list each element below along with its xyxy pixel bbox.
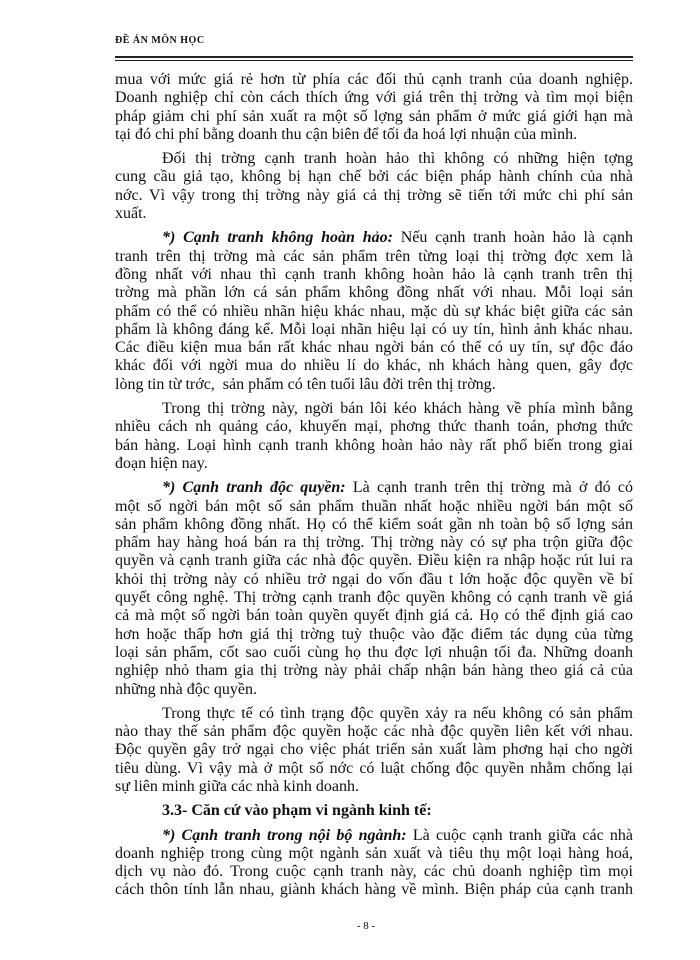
line-text: trờng mà phần lớn cá sản phẩm không đồng nhất với nhau. Mỗi loại sản [115, 284, 633, 302]
text-line [115, 229, 633, 247]
text-line [115, 266, 633, 284]
line-text: Trong thực tế có tình trạng độc quyền xảy ra nếu không có sản phẩm [162, 704, 633, 722]
text-line [115, 357, 633, 375]
text-line [115, 150, 633, 168]
text-line [115, 126, 633, 144]
paragraph [115, 705, 633, 796]
line-text: Độc quyền gây trở ngại cho việc phát triển sản xuất làm phơng hại cho ngời [115, 741, 633, 759]
running-header: ĐỀ ÁN MÔN HỌC [115, 35, 205, 46]
line-text: bán hàng. Loại hình cạnh tranh không hoàn hảo này rất phổ biến trong giai [115, 436, 633, 454]
paragraph [115, 400, 633, 473]
line-text: phẩm có thể có nhiều nhãn hiệu khác nhau, mặc dù sự khác biệt giữa các sản [115, 302, 633, 320]
line-text: Là cuộc cạnh tranh giữa các nhà [406, 826, 634, 844]
line-text: nớc. Vì vậy trong thị trờng này giá cả thị trờng sẽ tiến tới mức chi phí sản [115, 186, 633, 204]
text-line [115, 741, 633, 759]
text-line [115, 845, 633, 863]
line-text: Doanh nghiệp chỉ còn cách thích ứng với giá trên thị trờng và tìm mọi biện [115, 89, 633, 107]
line-text: hơn hoặc thấp hơn giá thị trờng tuỳ thuộc vào đặc điểm tác dụng của từng [115, 625, 633, 643]
line-text: tiêu dùng. Vì vậy mà ở một số nớc có luật chống độc quyền nhằm chống lại [115, 759, 633, 777]
line-text: nào thay thế sản phẩm độc quyền hoặc các nhà độc quyền liên kết với nhau. [115, 723, 633, 741]
line-text: đoạn hiện nay. [115, 454, 208, 472]
text-line [115, 168, 633, 186]
text-line [115, 89, 633, 107]
text-line [115, 376, 633, 394]
paragraph [115, 229, 633, 394]
text-line [115, 571, 633, 589]
line-text: Trong thị trờng này, ngời bán lôi kéo khách hàng về phía mình bằng [162, 400, 633, 418]
text-line [115, 662, 633, 680]
line-text: Đối thị trờng cạnh tranh hoàn hảo thì không có những hiện tợng [162, 150, 633, 168]
paragraph-lead-term: *) Cạnh tranh không hoàn hảo: [162, 229, 393, 247]
line-text: nhiều cách nh quảng cáo, khuyến mại, phơng thức thanh toán, phơng thức [115, 418, 633, 436]
line-text: khỏi thị trờng này có nhiều trở ngại do vốn đầu t lớn hoặc độc quyền về bí [115, 570, 633, 588]
text-line [115, 248, 633, 266]
text-line [115, 205, 633, 223]
line-text: sự liên minh giữa các nhà kinh doanh. [115, 777, 359, 795]
text-line [115, 760, 633, 778]
line-text: quyền và cạnh tranh giữa các nhà độc quyền. Điều kiện ra nhập hoặc rút lui ra [115, 552, 633, 570]
line-text: sản phẩm không đồng nhất. Họ có thể kiểm soát gần nh toàn bộ số lợng sản [115, 515, 633, 533]
paragraph-lead-term: *) Cạnh tranh trong nội bộ ngành: [162, 826, 407, 844]
line-text: pháp giảm chi phí sản xuất ra một số lợng sản phẩm ở mức giá giới hạn mà [115, 107, 633, 125]
line-text: Các điều kiện mua bán rất khác nhau ngời bán có thể có uy tín, sự độc đáo [115, 339, 633, 357]
line-text: cả mà một số ngời bán toàn quyền quyết định giá cả. Họ có thể định giá cao [115, 607, 633, 625]
line-text: loại sản phẩm, cốt sao cuối cùng họ thu đợc lợi nhuận tối đa. Những doanh [115, 643, 633, 661]
line-text: tranh trên thị trờng mà các sản phẩm trên từng loại thị trờng đợc xem là [115, 247, 633, 265]
text-line [115, 644, 633, 662]
text-line [115, 71, 633, 89]
paragraph-lead-term: *) Cạnh tranh độc quyền: [162, 479, 346, 497]
line-text: dịch vụ nào đó. Trong cuộc cạnh tranh này, các chủ doanh nghiệp tìm mọi [115, 863, 633, 881]
line-text: đồng nhất với nhau thì cạnh tranh không hoàn hảo là cạnh tranh trên thị [115, 265, 633, 283]
line-text: khác đối với ngời mua do nhiều lí do khác, nh khách hàng quen, gây đợc [115, 357, 633, 375]
line-text: lòng tin từ trớc, sản phẩm có tên tuổi lâu đời trên thị trờng. [115, 375, 496, 393]
text-line [115, 827, 633, 845]
text-line [115, 881, 633, 899]
text-line [115, 108, 633, 126]
text-line [115, 626, 633, 644]
text-line [115, 589, 633, 607]
section-heading [115, 802, 633, 820]
text-line [115, 437, 633, 455]
paragraph [115, 827, 633, 900]
paragraph [115, 71, 633, 144]
text-line [115, 802, 633, 820]
line-text: phẩm hay hàng hoá bán ra thị trờng. Thị trờng này có sự pha trộn giữa độc [115, 534, 633, 552]
line-text: Nếu cạnh tranh hoàn hảo là cạnh [392, 229, 634, 247]
text-line [115, 534, 633, 552]
text-line [115, 303, 633, 321]
line-text: quyết công nghệ. Thị trờng cạnh tranh độc quyền không có cạnh tranh về giá [115, 589, 633, 607]
text-line [115, 723, 633, 741]
text-line [115, 479, 633, 497]
line-text: phẩm là không đáng kể. Mỗi loại nhãn hiệu lại có uy tín, hình ảnh khác nhau. [115, 320, 633, 338]
text-line [115, 607, 633, 625]
line-text: những nhà độc quyền. [115, 680, 257, 698]
text-line [115, 778, 633, 796]
text-line [115, 187, 633, 205]
text-line [115, 681, 633, 699]
line-text: xuất. [115, 205, 147, 223]
paragraph [115, 150, 633, 223]
document-body [115, 71, 633, 906]
text-line [115, 516, 633, 534]
line-text: Là cạnh tranh trên thị trờng mà ở đó có [345, 479, 633, 497]
text-line [115, 863, 633, 881]
text-line [115, 321, 633, 339]
line-text: cách thôn tính lẫn nhau, giành khách hàng về mình. Biện pháp của cạnh tranh [115, 881, 633, 899]
line-text: tại đó chi phí bằng doanh thu cận biên để tối đa hoá lợi nhuận của mình. [115, 125, 578, 143]
text-line [115, 284, 633, 302]
text-line [115, 705, 633, 723]
line-text: cung cầu giả tạo, không bị hạn chế bởi các biện pháp hành chính của nhà [115, 168, 633, 186]
text-line [115, 552, 633, 570]
header-double-rule [115, 56, 633, 61]
line-text: 3.3- Căn cứ vào phạm vi ngành kinh tế: [162, 802, 432, 820]
line-text: mua với mức giá rẻ hơn từ phía các đối thủ cạnh tranh của doanh nghiệp. [115, 71, 633, 88]
paragraph [115, 479, 633, 699]
text-line [115, 498, 633, 516]
text-line [115, 418, 633, 436]
text-line [115, 455, 633, 473]
page-number: - 8 - [356, 920, 376, 932]
text-line [115, 339, 633, 357]
line-text: một số ngời bán một số sản phẩm thuần nhất hoặc nhiều ngời bán một số [115, 497, 633, 515]
line-text: nghiệp nhỏ tham gia thị trờng này phải chấp nhận bán hàng theo giá cả của [115, 662, 633, 680]
text-line [115, 400, 633, 418]
line-text: doanh nghiệp trong cùng một ngành sản xuất và tiêu thụ một loại hàng hoá, [115, 844, 633, 862]
